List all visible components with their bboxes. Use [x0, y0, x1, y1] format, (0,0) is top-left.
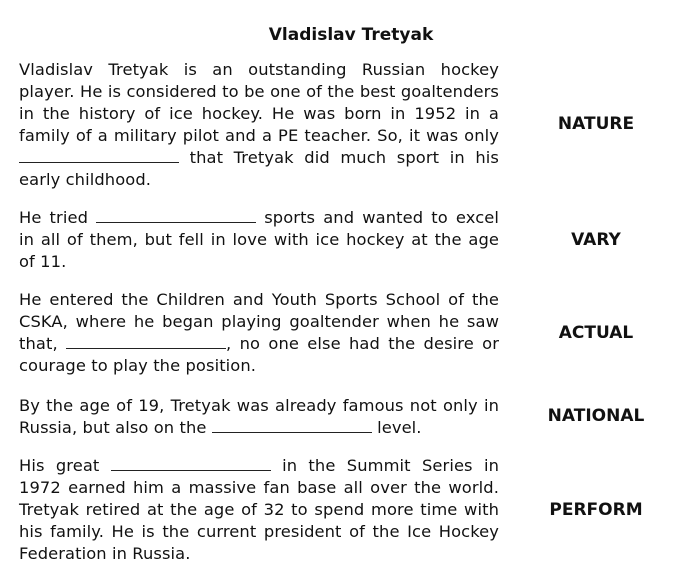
paragraph-text-before: He entered the Children and Youth Sports School of the CSKA, where he began playing goaltender when he saw that, [19, 290, 499, 353]
answer-blank-5[interactable] [111, 457, 271, 471]
paragraph-1 [19, 59, 499, 191]
answer-blank-2[interactable] [96, 209, 256, 223]
paragraph-4 [19, 395, 499, 439]
answer-blank-3[interactable] [66, 335, 226, 349]
keyword-1: NATURE [557, 114, 635, 134]
paragraph-text-after: level. [371, 418, 422, 437]
paragraph-text-after: , no one else had the desire or courage to play the position. [19, 334, 500, 375]
keyword-4: NATIONAL [547, 406, 645, 426]
paragraph-text-after: sports and wanted to excel in all of them, but fell in love with ice hockey at the age of 11. [19, 208, 500, 271]
paragraph-5 [19, 455, 499, 565]
paragraph-text-before: By the age of 19, Tretyak was already famous not only in Russia, but also on the [19, 396, 499, 437]
paragraph-3 [19, 289, 499, 377]
keyword-2: VARY [571, 230, 621, 250]
answer-blank-1[interactable] [19, 149, 179, 163]
keyword-3: ACTUAL [558, 323, 634, 343]
paragraph-text-before: He tried [19, 208, 97, 227]
paragraph-text-after: that Tretyak did much sport in his early childhood. [19, 148, 499, 189]
paragraph-text-before: Vladislav Tretyak is an outstanding Russian hockey player. He is considered to be one of the best goaltenders in the history of ice hockey. He was born in 1952 in a family of a military pilot and a PE teacher. So, it was only [19, 60, 499, 145]
paragraph-text-before: His great [19, 456, 111, 475]
page-title: Vladislav Tretyak [268, 25, 434, 45]
paragraph-text-after: in the Summit Series in 1972 earned him a massive fan base all over the world. Tretyak retired at the age of 32 to spend more time with his family. He is the current president of the Ice Hockey Federation in Russia. [19, 456, 500, 563]
keyword-5: PERFORM [549, 500, 643, 520]
answer-blank-4[interactable] [212, 419, 372, 433]
paragraph-2 [19, 207, 499, 273]
